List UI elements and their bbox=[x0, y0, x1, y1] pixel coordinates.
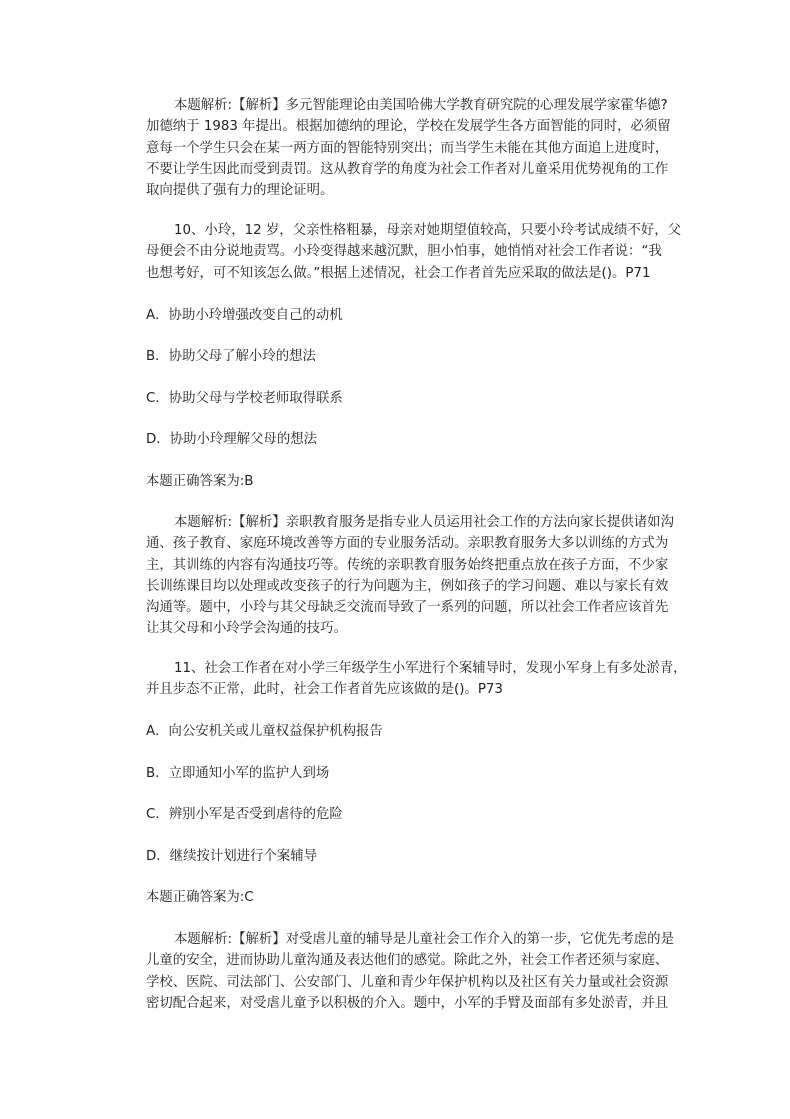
text-line: 11、社会工作者在对小学三年级学生小军进行个案辅导时，发现小军身上有多处淤青， bbox=[174, 661, 687, 676]
question-11-option-b: B．立即通知小军的监护人到场 bbox=[146, 766, 330, 781]
text-line: 本题解析:【解析】对受虐儿童的辅导是儿童社会工作介入的第一步，它优先考虑的是 bbox=[174, 932, 674, 947]
question-11-option-d: D．继续按计划进行个案辅导 bbox=[146, 849, 317, 864]
question-10-answer: 本题正确答案为:B bbox=[146, 474, 254, 489]
text-line: 本题解析:【解析】多元智能理论由美国哈佛大学教育研究院的心理发展学家霍华德? bbox=[174, 98, 668, 113]
question-10-option-c: C．协助父母与学校老师取得联系 bbox=[146, 391, 343, 406]
text-line: 学校、医院、司法部门、公安部门、儿童和青少年保护机构以及社区有关力量或社会资源 bbox=[146, 974, 669, 990]
text-line: 10、小玲，12 岁，父亲性格粗暴，母亲对她期望值较高，只要小玲考试成绩不好，父 bbox=[174, 223, 682, 238]
text-line: 主，其训练的内容有沟通技巧等。传统的亲职教育服务始终把重点放在孩子方面，不少家 bbox=[146, 557, 669, 573]
analysis-paragraph-prev bbox=[118, 95, 678, 201]
text-line: 儿童的安全，进而协助儿童沟通及表达他们的感觉。除此之外，社会工作者还须与家庭、 bbox=[146, 953, 669, 969]
text-line: 本题解析:【解析】亲职教育服务是指专业人员运用社会工作的方法向家长提供诸如沟 bbox=[174, 515, 674, 530]
text-line: 意每一个学生只会在某一两方面的智能特别突出；而当学生未能在其他方面追上进度时， bbox=[146, 140, 669, 156]
question-10-option-d: D．协助小玲理解父母的想法 bbox=[146, 432, 317, 447]
text-line: 取向提供了强有力的理论证明。 bbox=[146, 183, 334, 199]
question-11-option-c: C．辨别小军是否受到虐待的危险 bbox=[146, 807, 343, 822]
text-line: 通、孩子教育、家庭环境改善等方面的专业服务活动。亲职教育服务大多以训练的方式为 bbox=[146, 536, 669, 552]
question-11-stem bbox=[118, 658, 687, 701]
text-line: 让其父母和小玲学会沟通的技巧。 bbox=[146, 621, 347, 637]
question-10-option-a: A．协助小玲增强改变自己的动机 bbox=[146, 308, 343, 323]
text-line: 长训练课目均以处理或改变孩子的行为问题为主，例如孩子的学习问题、难以与家长有效 bbox=[146, 578, 669, 594]
text-line: 母便会不由分说地责骂。小玲变得越来越沉默，胆小怕事，她悄悄对社会工作者说：“我 bbox=[146, 244, 662, 260]
text-line: 加德纳于 1983 年提出。根据加德纳的理论，学校在发展学生各方面智能的同时，必须留 bbox=[146, 119, 671, 135]
question-11-analysis bbox=[118, 929, 678, 1014]
question-10-analysis bbox=[118, 512, 678, 640]
text-line: 沟通等。题中，小玲与其父母缺乏交流而导致了一系列的问题，所以社会工作者应该首先 bbox=[146, 600, 669, 616]
question-11-answer: 本题正确答案为:C bbox=[146, 890, 254, 905]
text-line: 不要让学生因此而受到责罚。这从教育学的角度为社会工作者对儿童采用优势视角的工作 bbox=[146, 161, 669, 177]
question-10-stem bbox=[118, 220, 682, 284]
text-line: 也想考好，可不知该怎么做。”根据上述情况，社会工作者首先应采取的做法是()。P71 bbox=[146, 265, 651, 281]
question-11-option-a: A．向公安机关或儿童权益保护机构报告 bbox=[146, 724, 383, 739]
text-line: 并且步态不正常，此时，社会工作者首先应该做的是()。P73 bbox=[146, 682, 503, 698]
question-10-option-b: B．协助父母了解小玲的想法 bbox=[146, 349, 316, 364]
text-line: 密切配合起来，对受虐儿童予以积极的介入。题中，小军的手臂及面部有多处淤青，并且 bbox=[146, 995, 669, 1011]
